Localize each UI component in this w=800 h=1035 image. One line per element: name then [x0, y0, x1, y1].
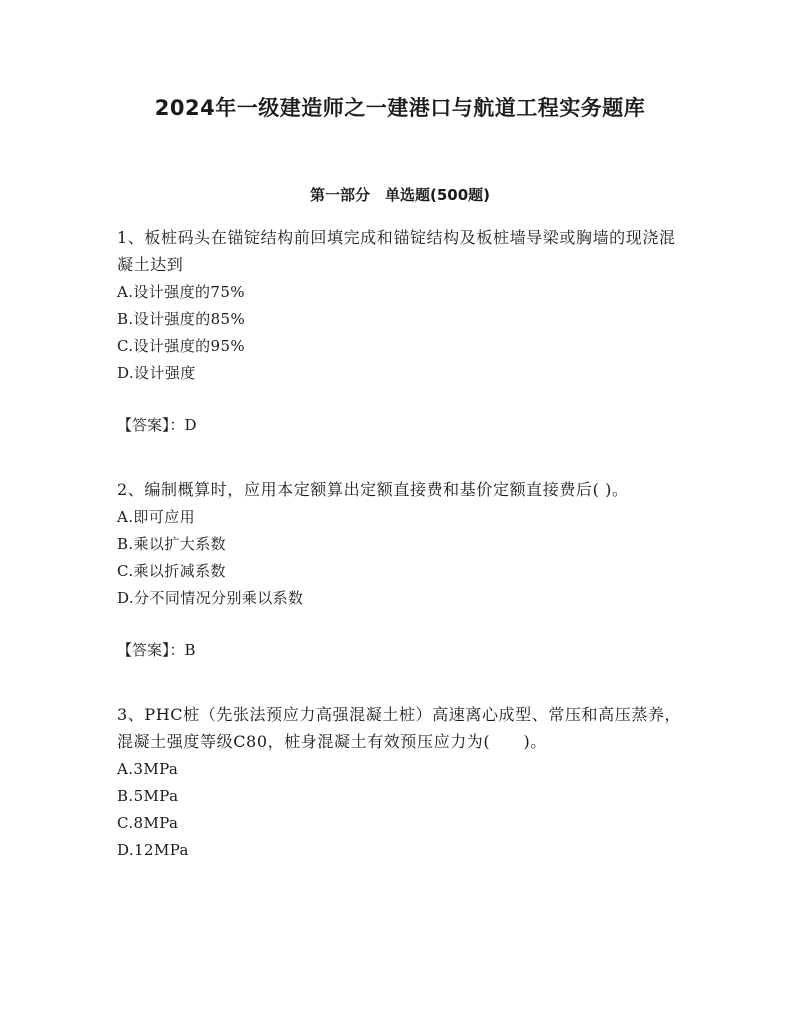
question-text: 1、板桩码头在锚锭结构前回填完成和锚锭结构及板桩墙导梁或胸墙的现浇混凝土达到 [117, 228, 676, 274]
option-a: A.3MPa [117, 760, 179, 778]
question-3 [117, 701, 683, 864]
option-d: D.分不同情况分别乘以系数 [117, 589, 304, 607]
section-heading: 第一部分 单选题(500题) [309, 186, 491, 204]
answer-label: 【答案】： [117, 641, 185, 659]
question-2 [117, 476, 683, 664]
option-d: D.12MPa [117, 841, 189, 859]
question-list [117, 224, 683, 864]
question-spacer [117, 439, 683, 476]
option-c: C.乘以折减系数 [117, 562, 226, 580]
answer-line [117, 412, 683, 439]
answer-label: 【答案】： [117, 416, 185, 434]
option-d: D.设计强度 [117, 364, 196, 382]
page-title: 2024年一级建造师之一建港口与航道工程实务题库 [154, 96, 646, 120]
option-c: C.设计强度的95% [117, 337, 246, 355]
question-1 [117, 224, 683, 439]
question-spacer [117, 664, 683, 701]
question-text: 2、编制概算时，应用本定额算出定额直接费和基价定额直接费后( )。 [117, 480, 629, 499]
option-b: B.5MPa [117, 787, 179, 805]
option-c: C.8MPa [117, 814, 179, 832]
option-a: A.设计强度的75% [117, 283, 245, 301]
option-b: B.乘以扩大系数 [117, 535, 226, 553]
answer-line [117, 637, 683, 664]
answer-value: B [184, 641, 196, 659]
option-b: B.设计强度的85% [117, 310, 246, 328]
answer-value: D [184, 416, 197, 434]
option-a: A.即可应用 [117, 508, 196, 526]
question-text: 3、PHC桩（先张法预应力高强混凝土桩）高速离心成型、常压和高压蒸养，混凝土强度等级C80，桩身混凝土有效预压应力为( )。 [117, 705, 682, 751]
